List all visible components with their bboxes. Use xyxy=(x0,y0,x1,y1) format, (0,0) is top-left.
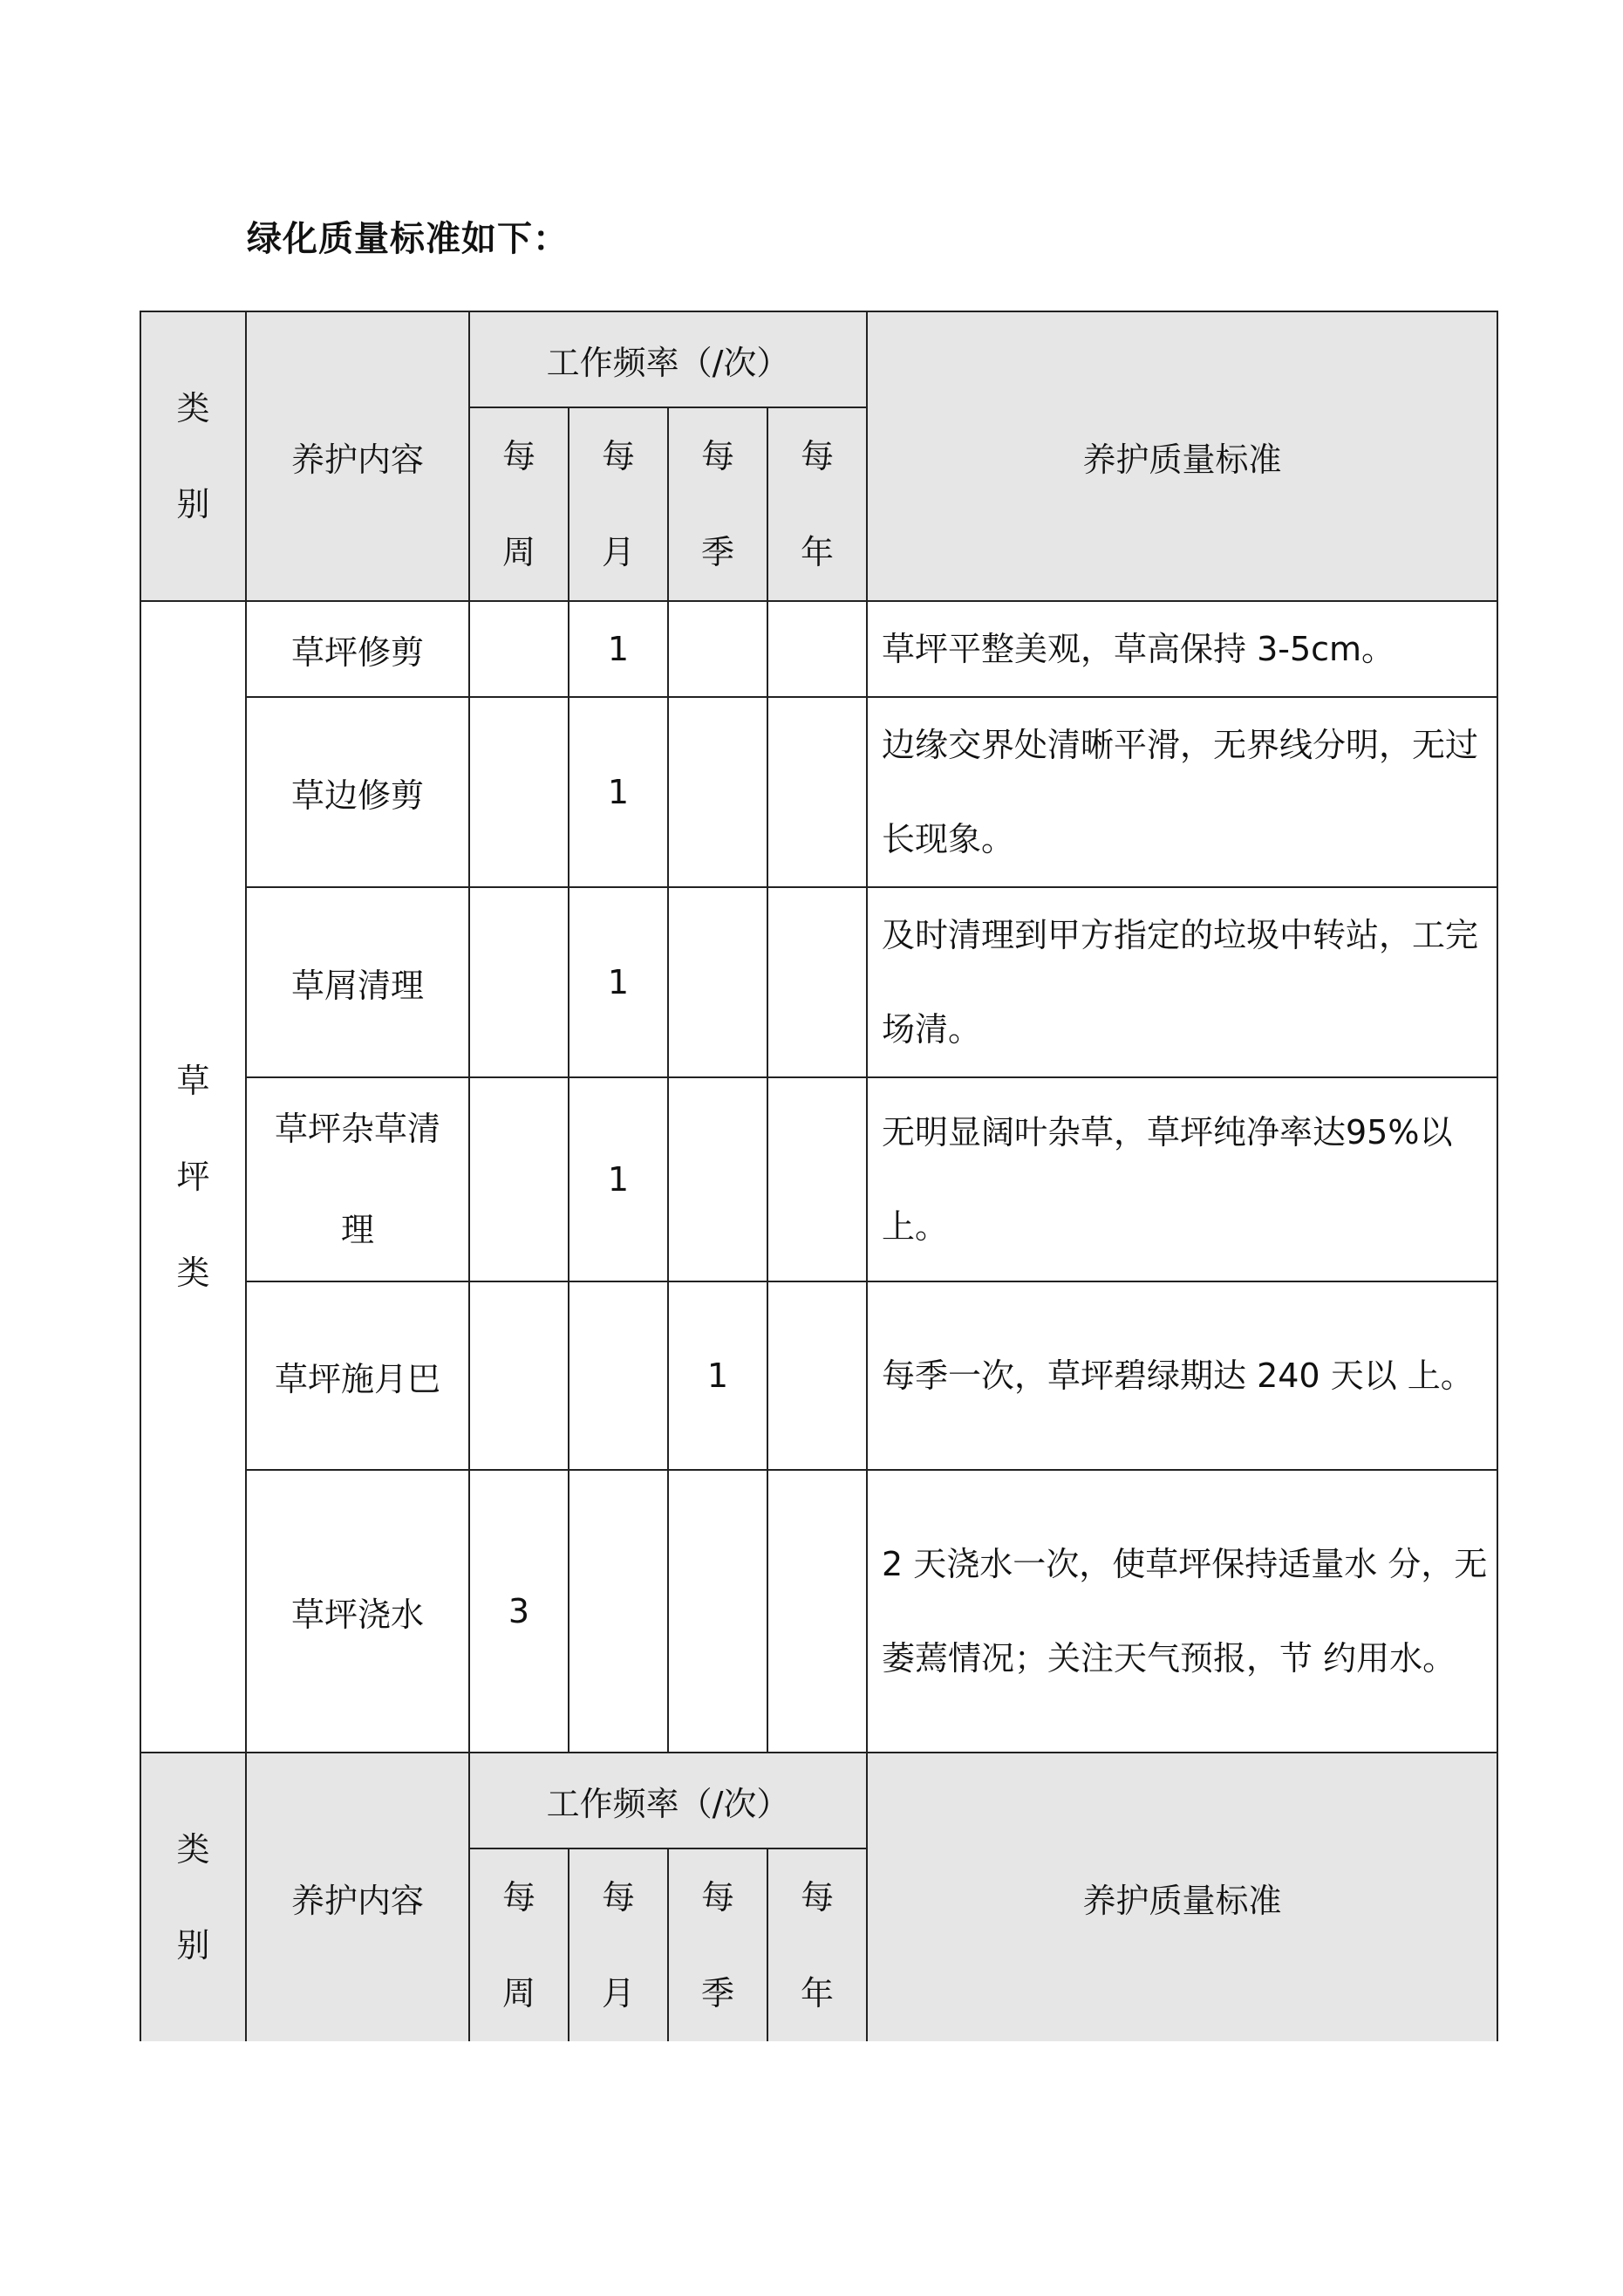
header-category-char: 别 xyxy=(176,485,210,523)
table-row xyxy=(140,887,1497,1077)
row-yearly xyxy=(767,601,867,697)
header-freq-yearly: 每 年 xyxy=(767,1848,867,2041)
category-char: 类 xyxy=(176,1254,210,1292)
row-yearly xyxy=(767,1470,867,1753)
header-category-char: 类 xyxy=(176,389,210,427)
row-content: 草坪施月巴 xyxy=(246,1281,469,1470)
row-monthly: 1 xyxy=(569,601,668,697)
header-standard: 养护质量标准 xyxy=(867,1753,1497,2041)
row-quarterly xyxy=(668,1077,767,1281)
header-freq-monthly: 每 月 xyxy=(569,1848,668,2041)
row-weekly xyxy=(469,887,569,1077)
row-quarterly: 1 xyxy=(668,1281,767,1470)
category-char: 草 xyxy=(176,1062,210,1100)
category-cell xyxy=(140,601,246,1753)
quality-standard-table xyxy=(140,311,1498,2041)
header-frequency-group: 工作频率（/次） xyxy=(469,311,867,407)
header-freq-quarterly: 每 季 xyxy=(668,1848,767,2041)
row-content: 草坪浇水 xyxy=(246,1470,469,1753)
row-yearly xyxy=(767,887,867,1077)
header-freq-yearly: 每 年 xyxy=(767,407,867,601)
row-standard: 边缘交界处清晰平滑，无界线分明，无过长现象。 xyxy=(867,697,1497,887)
row-standard: 2 天浇水一次，使草坪保持适量水 分，无萎蔫情况；关注天气预报，节 约用水。 xyxy=(867,1470,1497,1753)
row-content: 草坪修剪 xyxy=(246,601,469,697)
row-quarterly xyxy=(668,887,767,1077)
table-row xyxy=(140,697,1497,887)
row-quarterly xyxy=(668,697,767,887)
header-frequency-group: 工作频率（/次） xyxy=(469,1753,867,1848)
row-weekly xyxy=(469,697,569,887)
row-standard: 及时清理到甲方指定的垃圾中转站，工完场清。 xyxy=(867,887,1497,1077)
table-header-row-repeat xyxy=(140,1753,1497,1848)
header-category-cell xyxy=(140,311,246,601)
category-char: 坪 xyxy=(176,1158,210,1196)
header-freq-quarterly: 每 季 xyxy=(668,407,767,601)
table-row xyxy=(140,1470,1497,1753)
header-freq-weekly: 每 周 xyxy=(469,1848,569,2041)
row-monthly: 1 xyxy=(569,887,668,1077)
row-weekly: 3 xyxy=(469,1470,569,1753)
row-content: 草屑清理 xyxy=(246,887,469,1077)
row-monthly: 1 xyxy=(569,697,668,887)
table-header-row xyxy=(140,311,1497,407)
header-category-char: 别 xyxy=(176,1926,210,1965)
row-monthly: 1 xyxy=(569,1077,668,1281)
header-content: 养护内容 xyxy=(246,1753,469,2041)
row-standard: 草坪平整美观，草高保持 3-5cm。 xyxy=(867,601,1497,697)
row-weekly xyxy=(469,1281,569,1470)
row-monthly xyxy=(569,1470,668,1753)
table-row xyxy=(140,601,1497,697)
header-freq-weekly: 每 周 xyxy=(469,407,569,601)
header-category-char: 类 xyxy=(176,1830,210,1869)
row-content: 草边修剪 xyxy=(246,697,469,887)
row-weekly xyxy=(469,1077,569,1281)
row-quarterly xyxy=(668,601,767,697)
row-monthly xyxy=(569,1281,668,1470)
row-weekly xyxy=(469,601,569,697)
header-category-cell xyxy=(140,1753,246,2041)
row-yearly xyxy=(767,1077,867,1281)
row-yearly xyxy=(767,1281,867,1470)
header-freq-monthly: 每 月 xyxy=(569,407,668,601)
row-quarterly xyxy=(668,1470,767,1753)
table-row xyxy=(140,1077,1497,1281)
header-standard: 养护质量标准 xyxy=(867,311,1497,601)
header-content: 养护内容 xyxy=(246,311,469,601)
row-content: 草坪杂草清理 xyxy=(246,1077,469,1281)
table-row xyxy=(140,1281,1497,1470)
page-title: 绿化质量标准如下： xyxy=(247,219,569,259)
row-standard: 无明显阔叶杂草，草坪纯净率达95%以上。 xyxy=(867,1077,1497,1281)
row-yearly xyxy=(767,697,867,887)
row-standard: 每季一次，草坪碧绿期达 240 天以 上。 xyxy=(867,1281,1497,1470)
